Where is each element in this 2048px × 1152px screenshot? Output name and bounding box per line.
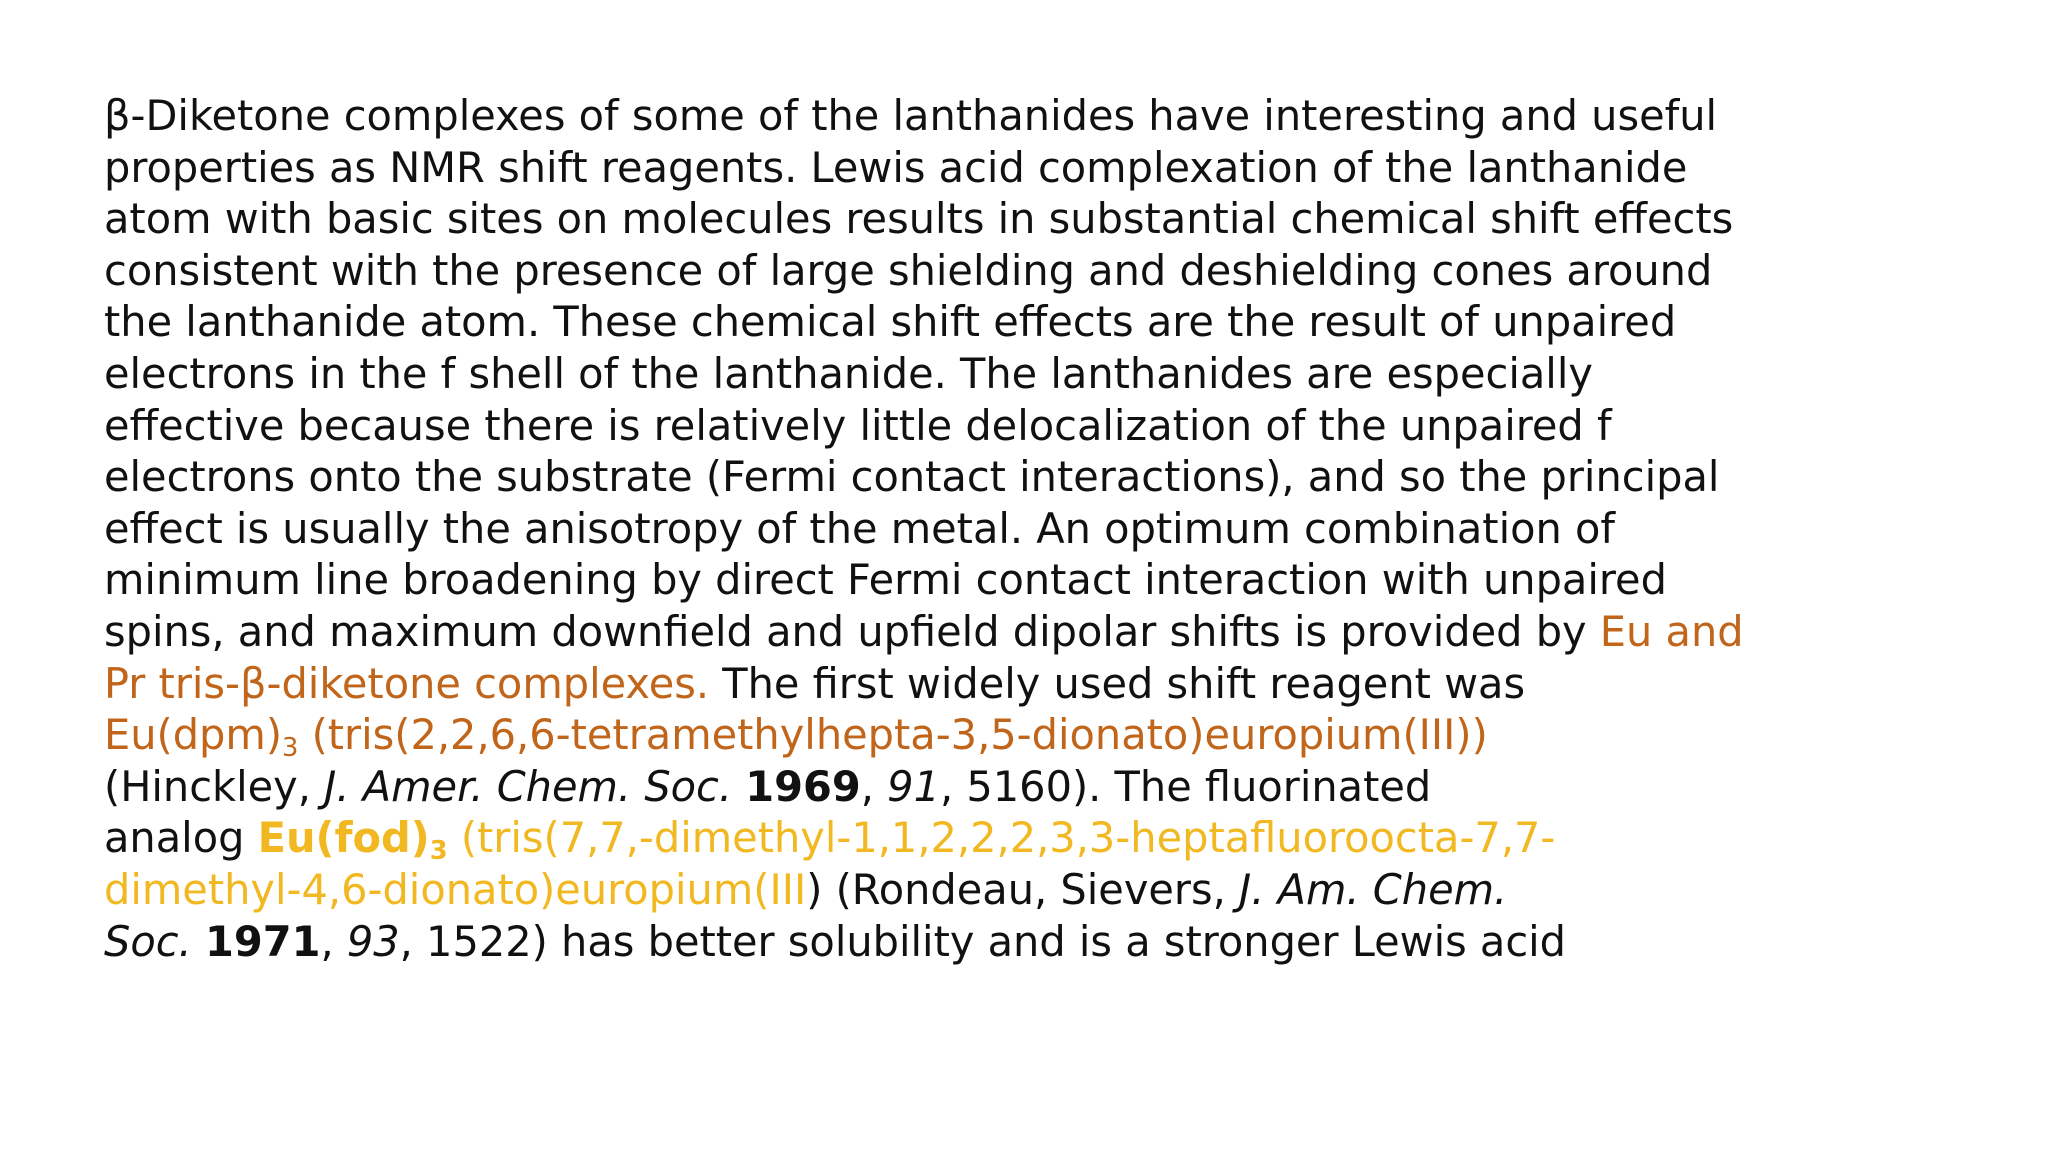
compound-eu-fod [257,813,448,867]
compound-eu-fod-text: Eu(fod) [257,813,430,863]
line-text: effective because there is relatively little delocalization of the unpaired f [104,400,1612,450]
line-text: ) (Rondeau, Sievers, [806,864,1239,914]
citation-volume: 93 [346,916,400,966]
comma: , [860,761,888,811]
citation-year: 1969 [745,761,861,811]
citation-year: 1971 [204,916,321,966]
text-line-8 [104,451,1984,503]
comma: , [320,916,347,966]
line-text: atom with basic sites on molecules results in substantial chemical shift effects [104,194,1734,244]
line-text: , 5160). The fluorinated [939,761,1432,811]
line-text: spins, and maximum downfield and upfield dipolar shifts is provided by [104,606,1600,656]
citation-volume: 91 [887,761,940,811]
text-line-3 [104,193,1984,245]
line-text: analog [104,813,258,863]
line-text: (Hinckley, [104,761,325,811]
line-text: consistent with the presence of large shielding and deshielding cones around [104,245,1713,295]
text-line-12 [104,658,1984,710]
text-line-6 [104,348,1984,400]
text-line-7 [104,400,1984,452]
line-text: electrons in the f shell of the lanthanide. The lanthanides are especially [104,348,1593,398]
text-line-16 [104,864,1984,916]
line-text: the lanthanide atom. These chemical shift effects are the result of unpaired [104,297,1677,347]
text-line-14 [104,761,1984,813]
space [732,762,745,811]
body-paragraph [104,90,1984,967]
text-line-1 [104,90,1984,142]
text-line-13 [104,709,1984,764]
text-line-4 [104,245,1984,297]
subscript: 3 [429,836,448,867]
journal-name-cont: Soc. [104,916,192,966]
text-line-5 [104,296,1984,348]
text-line-15 [104,812,1984,867]
line-text: The first widely used shift reagent was [709,658,1526,708]
text-line-9 [104,503,1984,555]
line-text: β-Diketone complexes of some of the lanthanides have interesting and useful [104,91,1718,140]
line-text: effect is usually the anisotropy of the metal. An optimum combination of [104,503,1615,553]
highlight-eu-pr-cont: Pr tris-β-diketone complexes. [104,658,710,708]
compound-eu-fod-name-cont: dimethyl-4,6-dionato)europium(III [104,864,807,914]
text-line-10 [104,554,1984,606]
line-text: minimum line broadening by direct Fermi contact interaction with unpaired [104,555,1667,605]
text-line-11 [104,606,1984,658]
subscript: 3 [282,733,299,764]
text-line-2 [104,142,1984,194]
compound-eu-dpm: Eu(dpm) [104,710,283,760]
line-text: properties as NMR shift reagents. Lewis acid complexation of the lanthanide [104,142,1688,192]
text-line-17 [104,916,1984,968]
journal-name: J. Amer. Chem. Soc. [324,761,733,811]
journal-name: J. Am. Chem. [1238,864,1508,914]
line-text: , 1522) has better solubility and is a stronger Lewis acid [399,916,1567,966]
line-text: electrons onto the substrate (Fermi contact interactions), and so the principal [104,452,1720,502]
highlight-eu-pr: Eu and [1599,606,1744,656]
space [192,917,205,966]
compound-eu-fod-name: (tris(7,7,-dimethyl-1,1,2,2,2,3,3-heptafluoroocta-7,7- [447,813,1556,863]
compound-eu-dpm-name: (tris(2,2,6,6-tetramethylhepta-3,5-dionato)europium(III)) [298,710,1488,760]
